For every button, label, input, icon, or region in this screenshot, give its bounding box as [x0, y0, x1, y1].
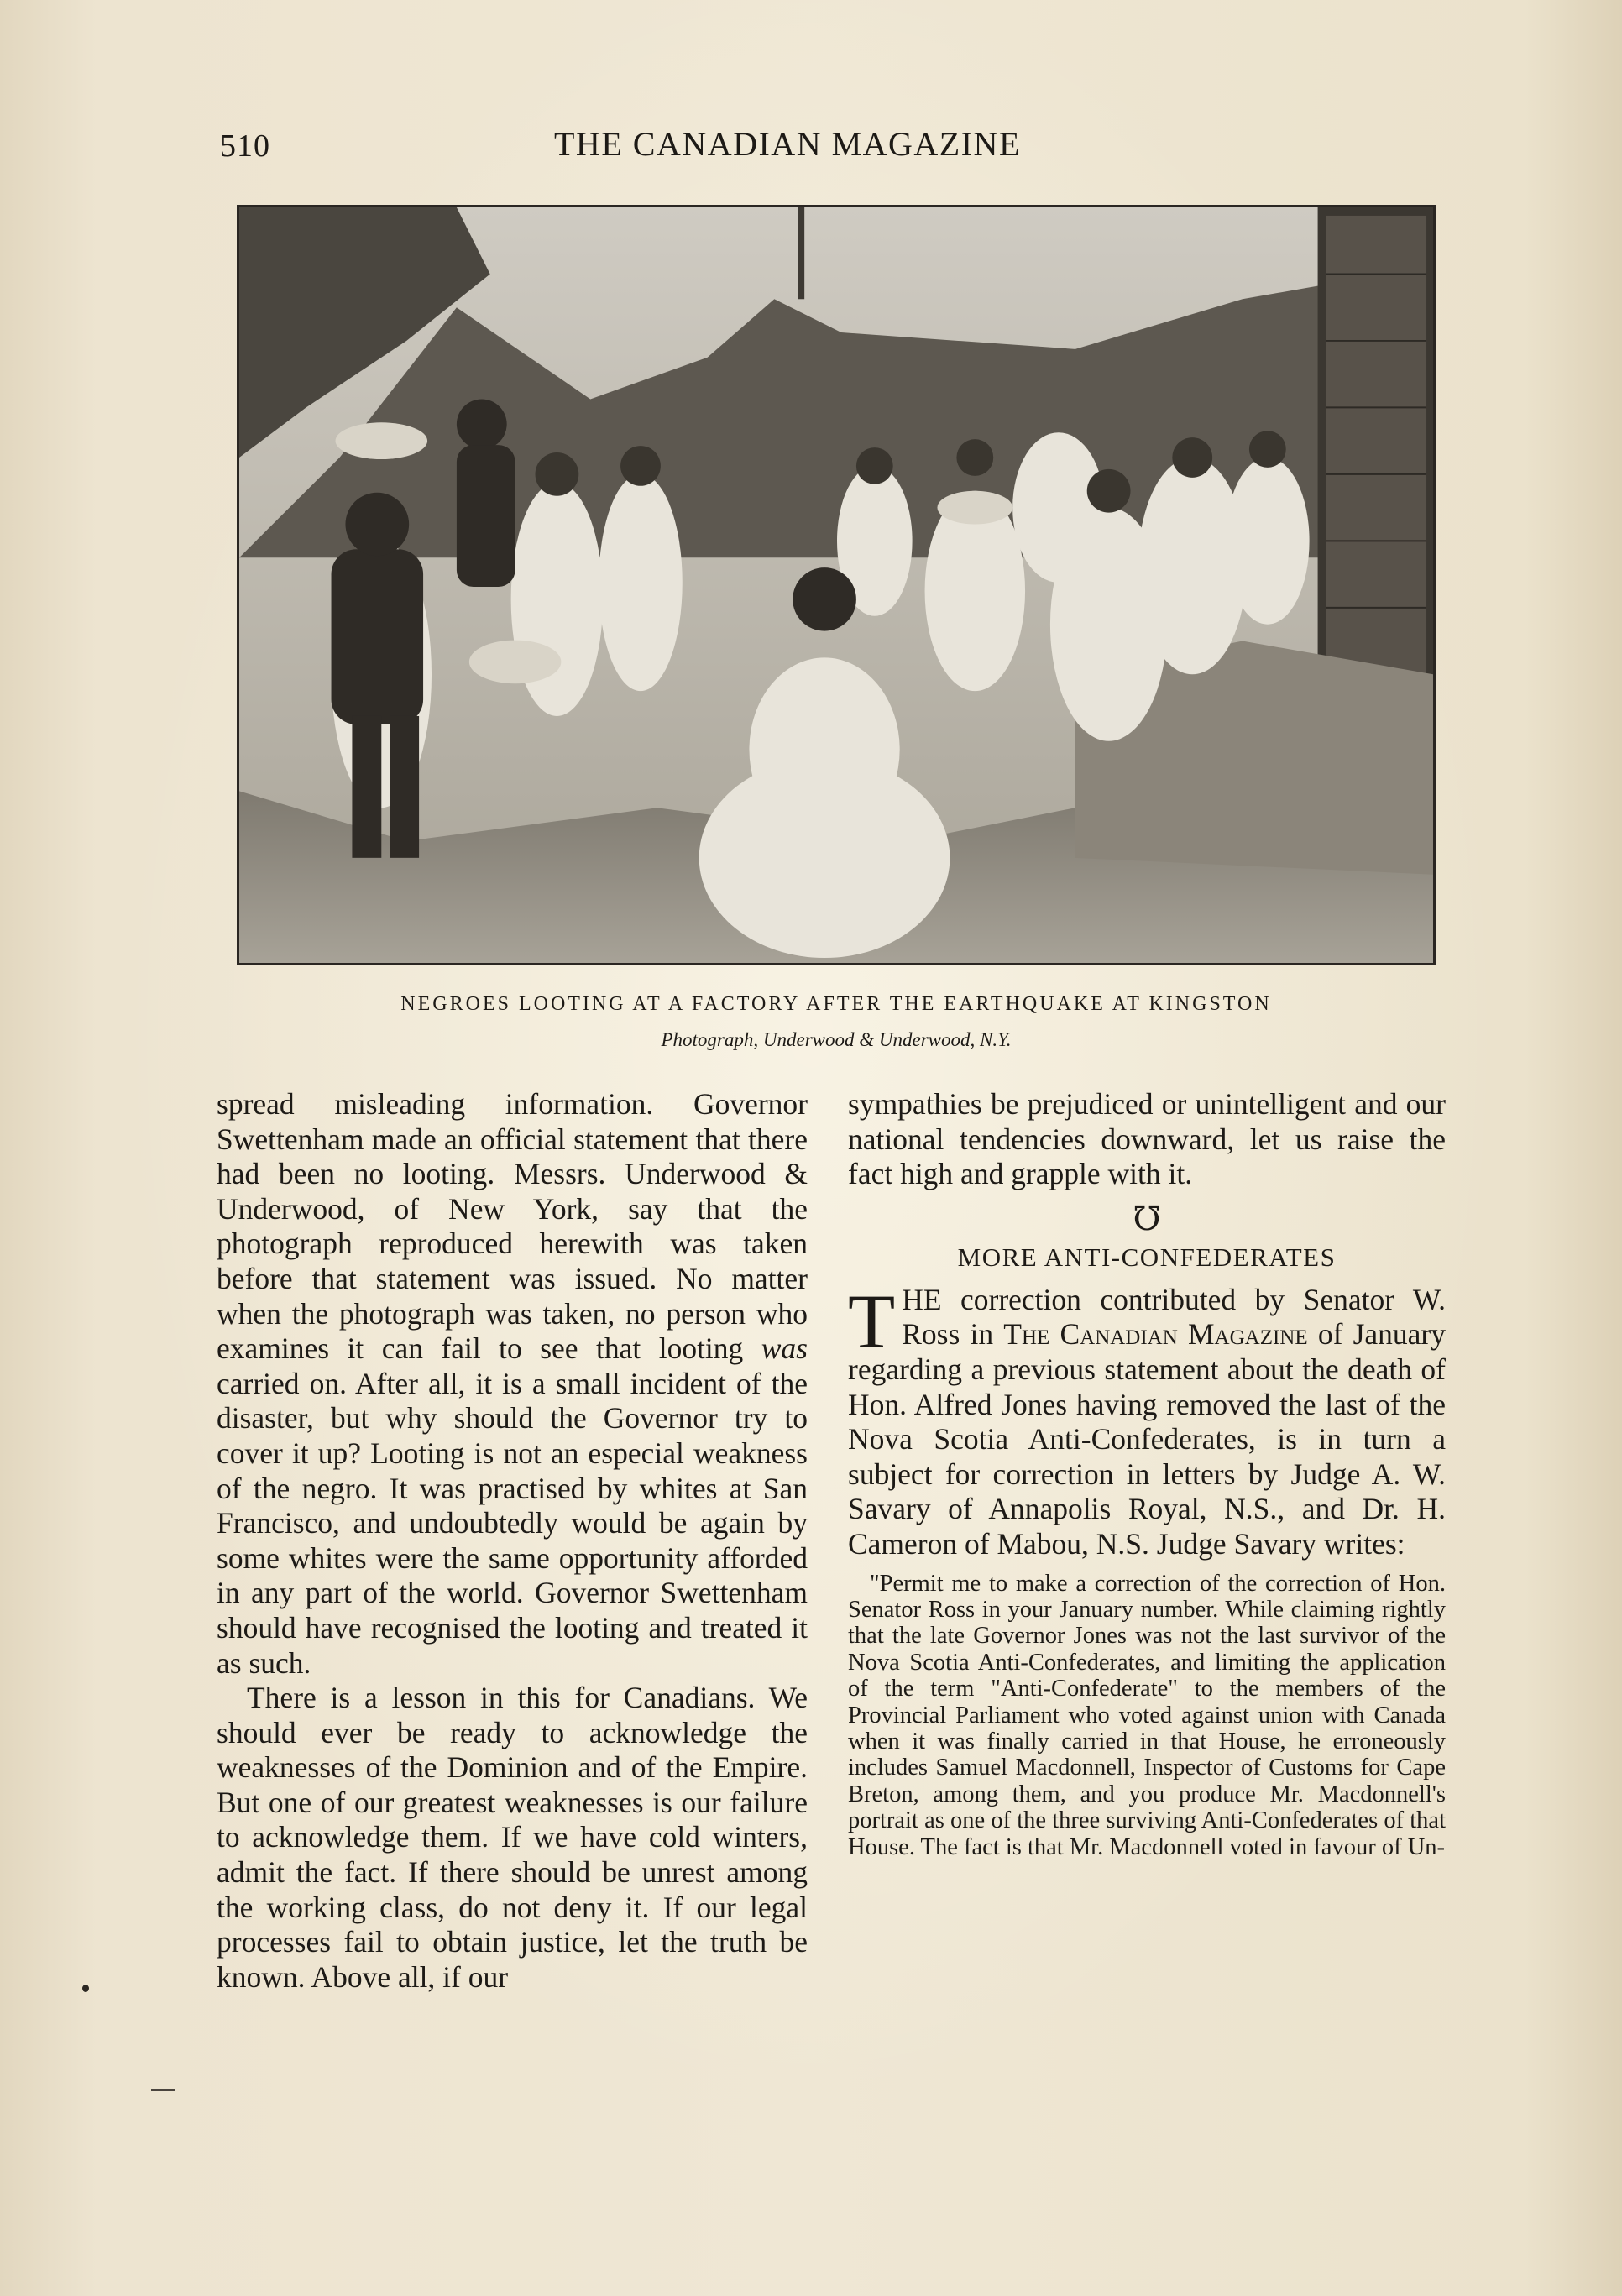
photo-credit: Photograph, Underwood & Underwood, N.Y.	[661, 1029, 1012, 1050]
drop-cap: T	[848, 1278, 896, 1364]
right-paragraph-main-b: of January regarding a previous statement about the death of Hon. Alfred Jones having removed the last of the Nova Scotia Anti-Confederates, is in turn a subject for correction in letters by Judge A. W. Savary of Annapolis Royal, N.S., and Dr. H. Cameron of Mabou, N.S. Judge Savary writes:	[848, 1317, 1446, 1561]
photograph-icon	[239, 207, 1433, 963]
page-number: 510	[220, 128, 270, 164]
left-column	[217, 1087, 808, 1995]
section-heading: MORE ANTI-CONFEDERATES	[957, 1242, 1337, 1272]
section-ornament-icon: ℧	[1133, 1199, 1161, 1237]
left-paragraph-2: There is a lesson in this for Canadians. We should ever be ready to acknowledge the weaknesses of the Dominion and of the Empire. But one of our greatest weaknesses is our failure to acknowledge them. If we have cold winters, admit the fact. If there should be unrest among the working class, do not deny it. If our legal processes fail to obtain justice, let the truth be known. Above all, if our	[217, 1681, 808, 1994]
magazine-name-smallcaps: The Canadian Magazine	[1003, 1317, 1308, 1352]
left-paragraph-1-rest: carried on. After all, it is a small incident of the disaster, but why should the Governor try to cover it up? Looting is not an especial weakness of the negro. It was practised by whites at San Francisco, and undoubtedly would be again by some whites were the same opportunity afforded in any part of the world. Governor Swettenham should have recognised the looting and treated it as such.	[217, 1366, 808, 1680]
right-paragraph-main-a: HE correction contributed by Senator W. Ross in	[902, 1282, 1446, 1352]
earthquake-photograph	[237, 205, 1436, 965]
left-paragraph-1	[217, 1087, 808, 1681]
margin-mark	[82, 1985, 89, 1992]
right-paragraph-main	[848, 1278, 1446, 1562]
quoted-letter: "Permit me to make a correction of the correction of Hon. Senator Ross in your January number. While claiming rightly that the late Governor Jones was not the last survivor of the Nova Scotia Anti-Confederates, and limiting the application of the term "Anti-Confederate" to the members of the Provincial Parliament who voted against union with Canada when it was finally carried in that House, he erroneously includes Samuel Macdonnell, Inspector of Customs for Cape Breton, among them, and you produce Mr. Macdonnell's portrait as one of the three surviving Anti-Confederates of that House. The fact is that Mr. Macdonnell voted in favour of Un-	[848, 1570, 1446, 1860]
photo-caption: NEGROES LOOTING AT A FACTORY AFTER THE EARTHQUAKE AT KINGSTON	[400, 993, 1272, 1015]
right-column	[848, 1087, 1446, 1860]
right-paragraph-continued: sympathies be prejudiced or unintelligent and our national tendencies downward, let us raise the fact high and grapple with it.	[848, 1087, 1446, 1191]
left-paragraph-1-text: spread misleading information. Governor Swettenham made an official statement that there had been no looting. Messrs. Underwood & Underwood, of New York, say that the photograph reproduced herewith was taken before that statement was issued. No matter when the photograph was taken, no person who examines it can fail to see that looting	[217, 1087, 808, 1366]
margin-dash	[151, 2089, 175, 2091]
running-head: THE CANADIAN MAGAZINE	[554, 125, 1021, 163]
emphasis-was: was	[761, 1331, 808, 1366]
